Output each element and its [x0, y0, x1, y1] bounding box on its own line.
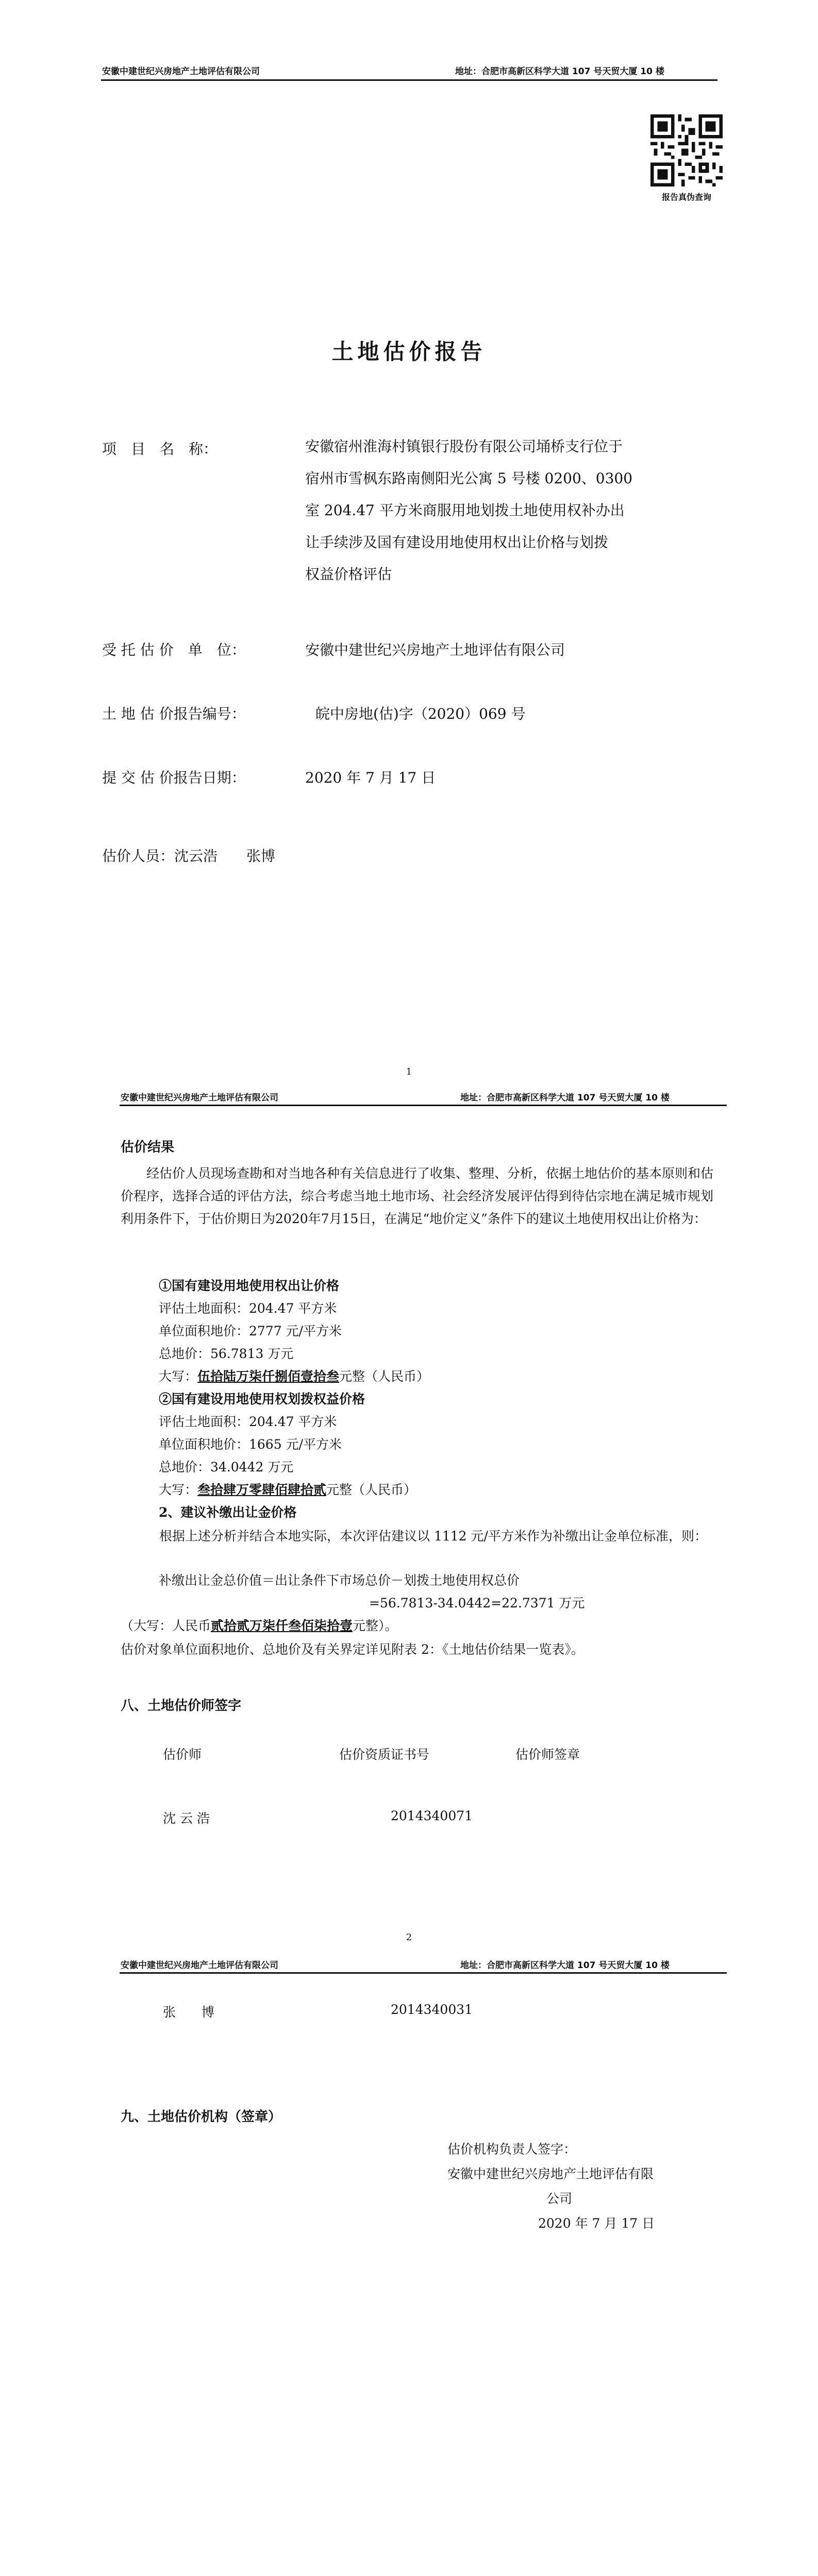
header-address: 地址：合肥市高新区科学大道 107 号天贸大厦 10 楼 — [455, 66, 664, 77]
section-1-title: ①国有建设用地使用权出让价格 — [159, 1278, 340, 1293]
signature-heading: 八、土地估价师签字 — [121, 1698, 242, 1714]
project-name-value — [305, 431, 728, 590]
caps-value: 伍拾陆万柒仟捌佰壹拾叁 — [197, 1369, 340, 1384]
header-address: 地址：合肥市高新区科学大道 107 号天贸大厦 10 楼 — [460, 1960, 670, 1971]
result-heading: 估价结果 — [121, 1140, 175, 1155]
detail-note: 估价对象单位面积地价、总地价及有关界定详见附表 2：《土地估价结果一览表》。 — [121, 1642, 584, 1657]
caps-prefix: 大写： — [159, 1482, 198, 1497]
s1-area: 评估土地面积：204.47 平方米 — [159, 1301, 337, 1316]
caps-suffix: 元整（人民币） — [339, 1369, 430, 1384]
appraisers-label: 估价人员： — [102, 848, 175, 865]
qr-caption: 报告真伪查询 — [661, 192, 711, 202]
submit-date-value: 2020 年 7 月 17 日 — [305, 769, 436, 786]
caps-value: 贰拾贰万柒仟叁佰柒拾壹 — [211, 1618, 353, 1633]
caps-suffix: 元整）。 — [353, 1618, 398, 1633]
client-label: 受 托 估 价 单 位： — [102, 641, 246, 658]
project-line: 室 204.47 平方米商服用地划拨土地使用权补办出 — [305, 502, 625, 519]
appraiser-1-cert: 2014340071 — [391, 1808, 473, 1823]
appraisers-value: 沈云浩 张博 — [174, 848, 276, 865]
s1-unit-price: 单位面积地价：2777 元/平方米 — [159, 1324, 342, 1338]
header-rule — [101, 79, 717, 81]
caps-prefix: （大写：人民币 — [121, 1618, 211, 1633]
page-number: 1 — [406, 1066, 412, 1077]
s2-unit-price: 单位面积地价：1665 元/平方米 — [159, 1437, 342, 1452]
s2-total-price: 总地价：34.0442 万元 — [159, 1460, 294, 1475]
org-heading: 九、土地估价机构（签章） — [121, 2109, 282, 2125]
header-company: 安徽中建世纪兴房地产土地评估有限公司 — [121, 1960, 278, 1971]
project-line: 权益价格评估 — [305, 566, 392, 583]
client-value: 安徽中建世纪兴房地产土地评估有限公司 — [305, 641, 565, 658]
header-address: 地址：合肥市高新区科学大道 107 号天贸大厦 10 楼 — [460, 1093, 670, 1103]
s3-formula: 补缴出让金总价值＝出让条件下市场总价－划拨土地使用权总价 — [159, 1573, 520, 1588]
header-company: 安徽中建世纪兴房地产土地评估有限公司 — [121, 1093, 278, 1103]
appraiser-1-name: 沈 云 浩 — [163, 1811, 210, 1826]
intro-paragraph: 经估价人员现场查勘和对当地各种有关信息进行了收集、整理、分析，依据土地估价的基本原则和估价程序，选择合适的评估方法，综合考虑当地土地市场、社会经济发展评估得到待估宗地在满足城市规划利用条件下，于估价期日为2020年7月15日，在满足“地价定义”条件下的建议土地使用权出让价格为： — [121, 1166, 714, 1226]
s1-amount-in-words — [159, 1366, 429, 1385]
project-line: 安徽宿州淮海村镇银行股份有限公司埇桥支行位于 — [305, 438, 623, 455]
submit-date-label: 提 交 估 价报告日期： — [102, 769, 246, 786]
s3-amount-in-words — [121, 1616, 398, 1634]
report-no-label: 土 地 估 价报告编号： — [102, 705, 246, 722]
org-date: 2020 年 7 月 17 日 — [538, 2216, 655, 2231]
project-line: 让手续涉及国有建设用地使用权出让价格与划拨 — [305, 534, 609, 551]
s3-calculation: =56.7813-34.0442=22.7371 万元 — [369, 1596, 585, 1611]
report-no-value: 皖中房地(估)字（2020）069 号 — [315, 705, 526, 722]
project-name-label: 项 目 名 称： — [102, 440, 218, 457]
caps-value: 叁拾肆万零肆佰肆拾贰 — [197, 1482, 327, 1497]
header-company: 安徽中建世纪兴房地产土地评估有限公司 — [102, 66, 260, 77]
col-appraiser: 估价师 — [163, 1747, 202, 1762]
s2-amount-in-words — [159, 1480, 416, 1498]
page-number: 2 — [406, 1932, 412, 1943]
s2-area: 评估土地面积：204.47 平方米 — [159, 1414, 337, 1429]
appraiser-2-cert: 2014340031 — [391, 2002, 473, 2017]
col-cert-no: 估价资质证书号 — [339, 1747, 430, 1762]
caps-prefix: 大写： — [159, 1369, 198, 1384]
qr-code-icon[interactable] — [650, 114, 723, 187]
org-name-line-1: 安徽中建世纪兴房地产土地评估有限 — [447, 2166, 654, 2181]
s3-paragraph: 根据上述分析并结合本地实际，本次评估建议以 1112 元/平方米作为补缴出让金单位标准，则： — [159, 1529, 707, 1544]
header-rule — [120, 1105, 727, 1106]
appraiser-2-name: 张 博 — [163, 2005, 215, 2020]
org-name-line-2: 公司 — [546, 2191, 573, 2206]
org-rep-signature: 估价机构负责人签字： — [447, 2142, 577, 2157]
section-3-title: 2、建议补缴出让金价格 — [159, 1505, 297, 1520]
col-signature: 估价师签章 — [515, 1747, 580, 1762]
caps-suffix: 元整（人民币） — [326, 1482, 417, 1497]
project-line: 宿州市雪枫东路南侧阳光公寓 5 号楼 0200、0300 — [305, 470, 633, 487]
header-rule — [120, 1972, 727, 1974]
section-2-title: ②国有建设用地使用权划拨权益价格 — [159, 1392, 365, 1406]
s1-total-price: 总地价：56.7813 万元 — [159, 1346, 294, 1361]
report-title: 土地估价报告 — [331, 339, 487, 364]
